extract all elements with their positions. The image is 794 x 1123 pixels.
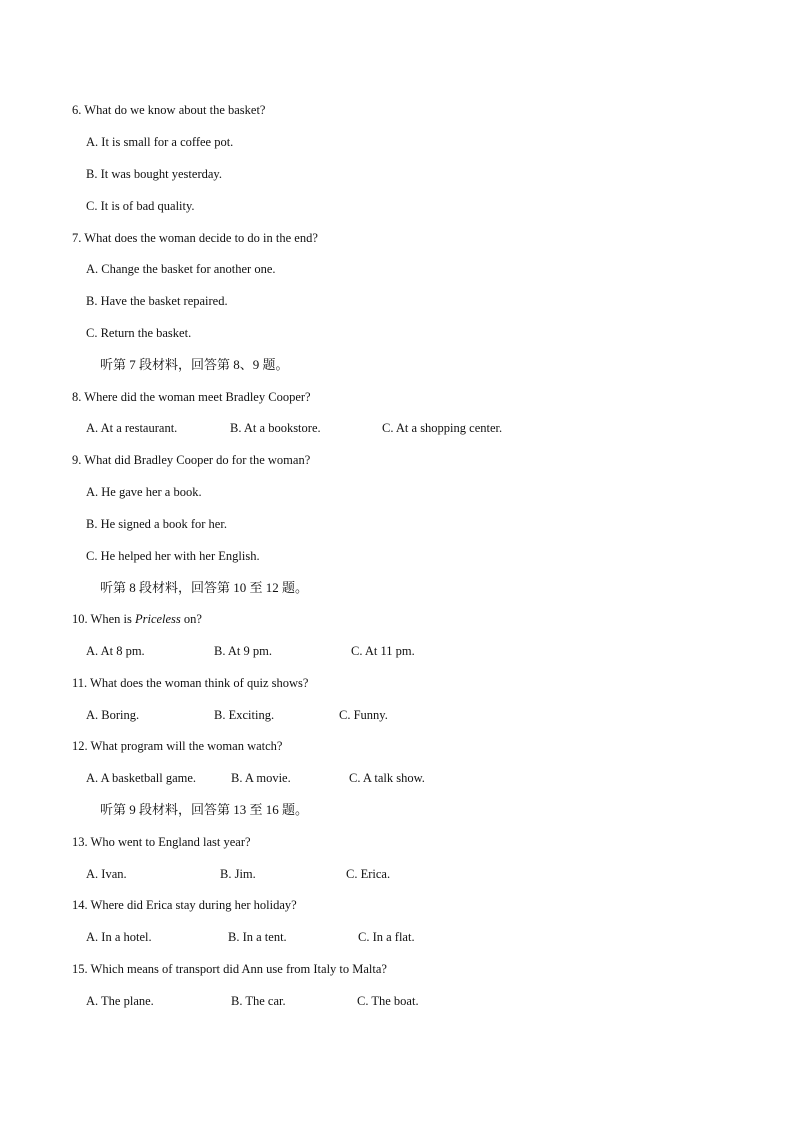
question-10-stem-suffix: on? xyxy=(180,612,202,626)
question-13-option-b: B. Jim. xyxy=(220,867,256,881)
question-12-stem: 12. What program will the woman watch? xyxy=(72,739,283,753)
question-8-option-c: C. At a shopping center. xyxy=(382,421,503,435)
question-7-stem: 7. What does the woman decide to do in the end? xyxy=(72,231,318,245)
question-10-option-b: B. At 9 pm. xyxy=(214,644,272,658)
question-11-option-b: B. Exciting. xyxy=(214,708,275,722)
question-12-option-a: A. A basketball game. xyxy=(86,771,197,785)
question-15-option-b: B. The car. xyxy=(231,994,286,1008)
question-10-stem-prefix: 10. When is xyxy=(72,612,135,626)
question-15-option-c: C. The boat. xyxy=(357,994,419,1008)
question-14-option-c: C. In a flat. xyxy=(358,930,415,944)
question-14-stem: 14. Where did Erica stay during her holiday? xyxy=(72,898,297,912)
question-12-option-b: B. A movie. xyxy=(231,771,291,785)
question-10-option-c: C. At 11 pm. xyxy=(351,644,415,658)
question-7-option-a: A. Change the basket for another one. xyxy=(86,262,276,276)
section-note-7: 听第 7 段材料，回答第 8、9 题。 xyxy=(100,357,289,372)
program-title: Priceless xyxy=(134,612,181,626)
question-12-option-c: C. A talk show. xyxy=(349,771,425,785)
section-note-8: 听第 8 段材料，回答第 10 至 12 题。 xyxy=(100,580,309,595)
question-14-option-b: B. In a tent. xyxy=(228,930,287,944)
question-6-option-c: C. It is of bad quality. xyxy=(86,199,195,213)
question-11-stem: 11. What does the woman think of quiz shows? xyxy=(72,676,309,690)
question-9-option-a: A. He gave her a book. xyxy=(86,485,202,499)
question-9-stem: 9. What did Bradley Cooper do for the woman? xyxy=(72,453,311,467)
question-15-option-a: A. The plane. xyxy=(86,994,154,1008)
question-13-option-a: A. Ivan. xyxy=(86,867,127,881)
question-9-option-b: B. He signed a book for her. xyxy=(86,517,227,531)
question-6-option-a: A. It is small for a coffee pot. xyxy=(86,135,234,149)
question-6-stem: 6. What do we know about the basket? xyxy=(72,103,266,117)
question-7-option-c: C. Return the basket. xyxy=(86,326,192,340)
question-11-option-a: A. Boring. xyxy=(86,708,140,722)
question-10-stem xyxy=(72,611,202,627)
question-7-option-b: B. Have the basket repaired. xyxy=(86,294,228,308)
question-10-option-a: A. At 8 pm. xyxy=(86,644,145,658)
question-15-stem: 15. Which means of transport did Ann use from Italy to Malta? xyxy=(72,962,387,976)
section-note-9: 听第 9 段材料，回答第 13 至 16 题。 xyxy=(100,802,309,817)
question-6-option-b: B. It was bought yesterday. xyxy=(86,167,222,181)
question-11-option-c: C. Funny. xyxy=(339,708,388,722)
question-8-option-a: A. At a restaurant. xyxy=(86,421,178,435)
question-14-option-a: A. In a hotel. xyxy=(86,930,152,944)
question-13-option-c: C. Erica. xyxy=(346,867,391,881)
question-13-stem: 13. Who went to England last year? xyxy=(72,835,251,849)
question-8-stem: 8. Where did the woman meet Bradley Cooper? xyxy=(72,390,311,404)
question-8-option-b: B. At a bookstore. xyxy=(230,421,321,435)
question-9-option-c: C. He helped her with her English. xyxy=(86,549,260,563)
